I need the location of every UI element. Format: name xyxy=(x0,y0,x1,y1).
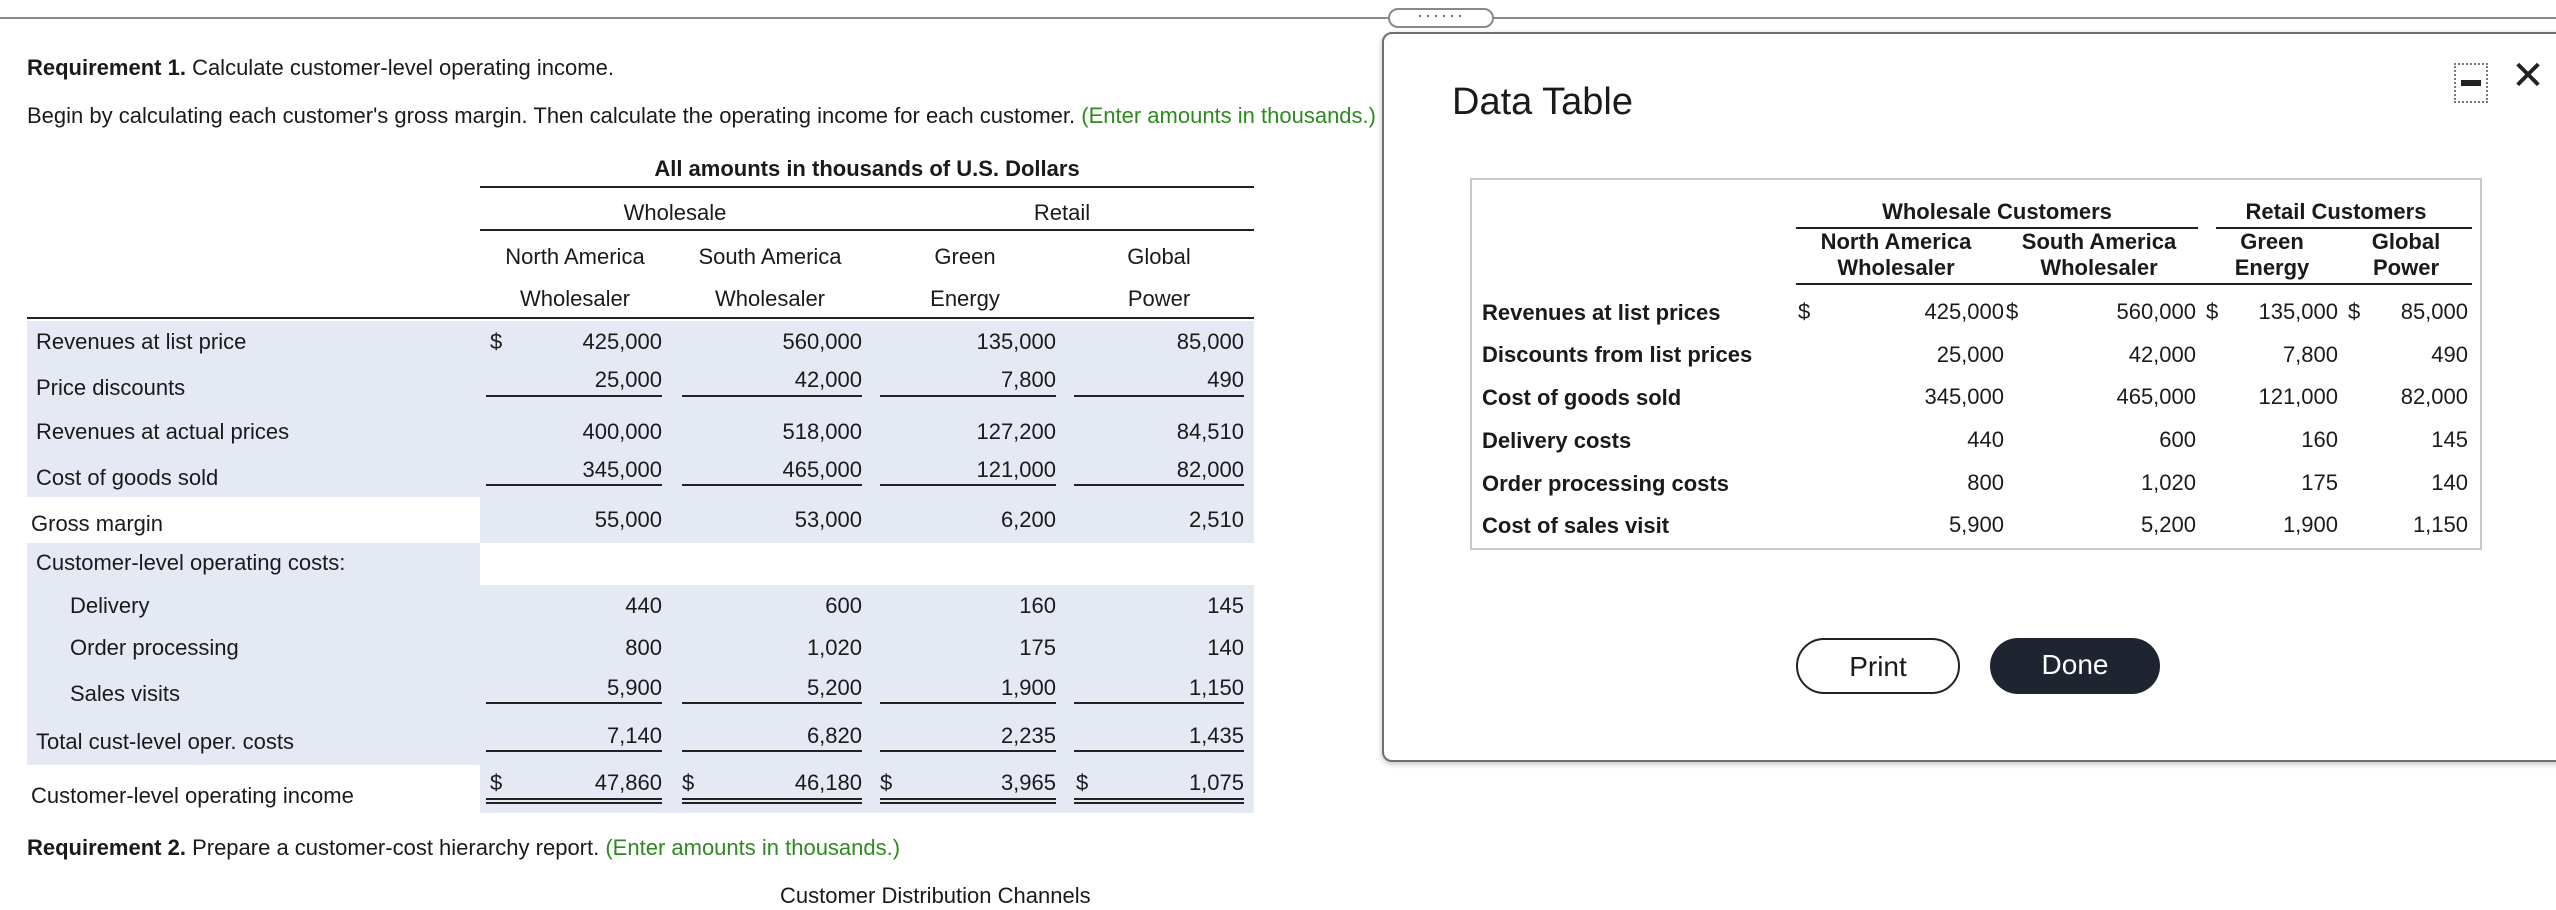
cell-delivery-na[interactable]: 440 xyxy=(625,593,662,618)
col-header-global-line1: Global xyxy=(1127,244,1191,269)
underline xyxy=(486,702,662,704)
double-underline xyxy=(880,798,1056,804)
cell-total-sa[interactable]: 6,820 xyxy=(806,723,862,748)
col-header-global-line2: Power xyxy=(1127,286,1191,311)
row-label-opinc: Customer-level operating income xyxy=(31,783,354,808)
modal-row-label: Cost of goods sold xyxy=(1482,385,1682,410)
underline xyxy=(682,702,862,704)
row-label-cust-costs: Customer-level operating costs: xyxy=(36,550,346,575)
cell-sales-na[interactable]: 5,900 xyxy=(606,675,662,700)
modal-header-rule xyxy=(1796,283,2472,285)
group-rule xyxy=(480,229,1254,231)
cell-rev-list-green[interactable]: 135,000 xyxy=(976,329,1056,354)
underline xyxy=(682,395,862,397)
cell-rev-actual-na[interactable]: 400,000 xyxy=(582,419,662,444)
modal-title: Data Table xyxy=(1452,81,1633,123)
cell-price-disc-global[interactable]: 490 xyxy=(1207,367,1244,392)
modal-cell: 1,150 xyxy=(2412,512,2468,537)
underline xyxy=(880,750,1056,752)
dollar-sign: $ xyxy=(682,770,695,795)
modal-cell: 425,000 xyxy=(1924,299,2004,324)
group-wholesale: Wholesale xyxy=(623,200,727,225)
modal-dollar-sign: $ xyxy=(1798,299,1811,324)
cell-gross-na[interactable]: 55,000 xyxy=(594,507,662,532)
modal-group-retail: Retail Customers xyxy=(2245,199,2427,224)
underline xyxy=(1074,702,1244,704)
modal-row-label: Cost of sales visit xyxy=(1482,513,1670,538)
cell-order-global[interactable]: 140 xyxy=(1207,635,1244,660)
modal-col-sa-line2: Wholesaler xyxy=(2040,255,2158,280)
row-label-sales: Sales visits xyxy=(70,681,181,706)
cell-price-disc-green[interactable]: 7,800 xyxy=(1000,367,1056,392)
cell-rev-list-sa[interactable]: 560,000 xyxy=(782,329,862,354)
underline xyxy=(486,484,662,486)
caption-rule xyxy=(480,186,1254,188)
footer-partial-heading: Customer Distribution Channels xyxy=(780,883,1091,908)
underline xyxy=(682,484,862,486)
cell-opinc-sa[interactable]: 46,180 xyxy=(794,770,862,795)
modal-dollar-sign: $ xyxy=(2206,299,2219,324)
cell-sales-sa[interactable]: 5,200 xyxy=(806,675,862,700)
modal-dollar-sign: $ xyxy=(2006,299,2019,324)
modal-cell: 465,000 xyxy=(2116,384,2196,409)
cell-rev-list-na[interactable]: 425,000 xyxy=(582,329,662,354)
modal-cell: 800 xyxy=(1967,470,2004,495)
dollar-sign: $ xyxy=(880,770,893,795)
cell-delivery-sa[interactable]: 600 xyxy=(825,593,862,618)
cell-opinc-green[interactable]: 3,965 xyxy=(1000,770,1056,795)
cell-price-disc-na[interactable]: 25,000 xyxy=(594,367,662,392)
modal-cell: 135,000 xyxy=(2258,299,2338,324)
dollar-sign: $ xyxy=(1076,770,1089,795)
requirement-2-heading xyxy=(27,834,900,862)
modal-cell: 175 xyxy=(2301,470,2338,495)
requirement-1-instruction xyxy=(27,102,1376,130)
col-header-sa-line1: South America xyxy=(698,244,842,269)
cell-order-sa[interactable]: 1,020 xyxy=(806,635,862,660)
group-retail: Retail xyxy=(1033,200,1091,225)
dollar-sign: $ xyxy=(490,329,503,354)
cell-order-green[interactable]: 175 xyxy=(1019,635,1056,660)
cell-rev-actual-sa[interactable]: 518,000 xyxy=(782,419,862,444)
cell-cogs-global[interactable]: 82,000 xyxy=(1176,457,1244,482)
cell-delivery-global[interactable]: 145 xyxy=(1207,593,1244,618)
minimize-button[interactable] xyxy=(2454,63,2488,103)
col-header-na-line2: Wholesaler xyxy=(519,286,631,311)
modal-col-na-line1: North America xyxy=(1820,229,1972,254)
modal-col-sa-line1: South America xyxy=(2021,229,2177,254)
done-button[interactable]: Done xyxy=(1990,638,2160,694)
cell-cogs-na[interactable]: 345,000 xyxy=(582,457,662,482)
modal-group-wholesale: Wholesale Customers xyxy=(1882,199,2112,224)
row-label-rev-actual: Revenues at actual prices xyxy=(36,419,290,444)
row-label-rev-list: Revenues at list price xyxy=(36,329,247,354)
modal-col-green-line2: Energy xyxy=(2234,255,2310,280)
modal-col-na-line2: Wholesaler xyxy=(1837,255,1955,280)
instruction-text: Begin by calculating each customer's gross margin. Then calculate the operating income for each customer. xyxy=(27,103,1076,128)
top-divider xyxy=(0,17,2556,19)
cell-rev-list-global[interactable]: 85,000 xyxy=(1176,329,1244,354)
underline xyxy=(486,395,662,397)
header-rule xyxy=(27,317,1254,319)
cell-delivery-green[interactable]: 160 xyxy=(1019,593,1056,618)
close-button[interactable] xyxy=(2508,56,2548,96)
modal-cell: 1,900 xyxy=(2282,512,2338,537)
resize-handle[interactable]: ······ xyxy=(1388,8,1494,28)
modal-col-green-line1: Green xyxy=(2240,229,2304,254)
modal-cell: 42,000 xyxy=(2128,342,2196,367)
dollar-sign: $ xyxy=(490,770,503,795)
double-underline xyxy=(682,798,862,804)
cell-rev-actual-green[interactable]: 127,200 xyxy=(976,419,1056,444)
col-header-sa-line2: Wholesaler xyxy=(714,286,826,311)
underline xyxy=(1074,750,1244,752)
double-underline xyxy=(1074,798,1244,804)
modal-cell: 7,800 xyxy=(2282,342,2338,367)
requirement-2-hint: (Enter amounts in thousands.) xyxy=(605,835,901,860)
minimize-icon xyxy=(2461,80,2481,86)
cell-price-disc-sa[interactable]: 42,000 xyxy=(794,367,862,392)
row-label-total: Total cust-level oper. costs xyxy=(36,729,295,754)
underline xyxy=(682,750,862,752)
modal-cell: 5,200 xyxy=(2140,512,2196,537)
modal-col-global-line1: Global xyxy=(2371,229,2441,254)
modal-cell: 560,000 xyxy=(2116,299,2196,324)
cell-gross-global[interactable]: 2,510 xyxy=(1188,507,1244,532)
row-label-gross: Gross margin xyxy=(31,511,164,536)
underline xyxy=(486,750,662,752)
modal-cell: 440 xyxy=(1967,427,2004,452)
cell-rev-actual-global[interactable]: 84,510 xyxy=(1176,419,1244,444)
print-button[interactable]: Print xyxy=(1796,638,1960,694)
underline xyxy=(1074,395,1244,397)
cell-sales-green[interactable]: 1,900 xyxy=(1000,675,1056,700)
requirement-1-text: Calculate customer-level operating income. xyxy=(192,55,614,80)
modal-cell: 85,000 xyxy=(2400,299,2468,324)
modal-cell: 121,000 xyxy=(2258,384,2338,409)
requirement-2-text: Prepare a customer-cost hierarchy report. xyxy=(192,835,600,860)
row-label-price-disc: Price discounts xyxy=(36,375,186,400)
modal-cell: 160 xyxy=(2301,427,2338,452)
modal-dollar-sign: $ xyxy=(2348,299,2361,324)
cell-total-green[interactable]: 2,235 xyxy=(1000,723,1056,748)
instruction-hint: (Enter amounts in thousands.) xyxy=(1081,103,1376,128)
table-caption: All amounts in thousands of U.S. Dollars xyxy=(654,156,1080,181)
cell-opinc-na[interactable]: 47,860 xyxy=(594,770,662,795)
modal-col-global-line2: Power xyxy=(2372,255,2440,280)
requirement-1-label: Requirement 1. xyxy=(27,55,186,80)
modal-cell: 5,900 xyxy=(1948,512,2004,537)
cell-total-global[interactable]: 1,435 xyxy=(1188,723,1244,748)
modal-cell: 600 xyxy=(2159,427,2196,452)
modal-row-label: Discounts from list prices xyxy=(1482,342,1753,367)
modal-cell: 345,000 xyxy=(1924,384,2004,409)
cell-total-na[interactable]: 7,140 xyxy=(606,723,662,748)
modal-cell: 140 xyxy=(2431,470,2468,495)
cell-cogs-green[interactable]: 121,000 xyxy=(976,457,1056,482)
col-header-na-line1: North America xyxy=(505,244,645,269)
modal-cell: 1,020 xyxy=(2140,470,2196,495)
modal-cell: 25,000 xyxy=(1936,342,2004,367)
cell-opinc-global[interactable]: 1,075 xyxy=(1188,770,1244,795)
cell-order-na[interactable]: 800 xyxy=(625,635,662,660)
row-label-cogs: Cost of goods sold xyxy=(36,465,219,490)
close-icon: ✕ xyxy=(2511,54,2545,98)
modal-cell: 82,000 xyxy=(2400,384,2468,409)
double-underline xyxy=(486,798,662,804)
cell-sales-global[interactable]: 1,150 xyxy=(1188,675,1244,700)
underline xyxy=(880,702,1056,704)
underline xyxy=(1074,484,1244,486)
row-label-order: Order processing xyxy=(70,635,239,660)
requirement-2-label: Requirement 2. xyxy=(27,835,186,860)
requirement-1-heading xyxy=(27,54,614,82)
cell-cogs-sa[interactable]: 465,000 xyxy=(782,457,862,482)
col-header-green-line1: Green xyxy=(934,244,996,269)
underline xyxy=(880,395,1056,397)
modal-cell: 145 xyxy=(2431,427,2468,452)
row-label-delivery: Delivery xyxy=(70,593,150,618)
modal-cell: 490 xyxy=(2431,342,2468,367)
modal-row-label: Delivery costs xyxy=(1482,428,1632,453)
cell-gross-sa[interactable]: 53,000 xyxy=(794,507,862,532)
modal-row-label: Revenues at list prices xyxy=(1482,300,1721,325)
cell-gross-green[interactable]: 6,200 xyxy=(1000,507,1056,532)
underline xyxy=(880,484,1056,486)
modal-row-label: Order processing costs xyxy=(1482,471,1729,496)
col-header-green-line2: Energy xyxy=(930,286,1000,311)
